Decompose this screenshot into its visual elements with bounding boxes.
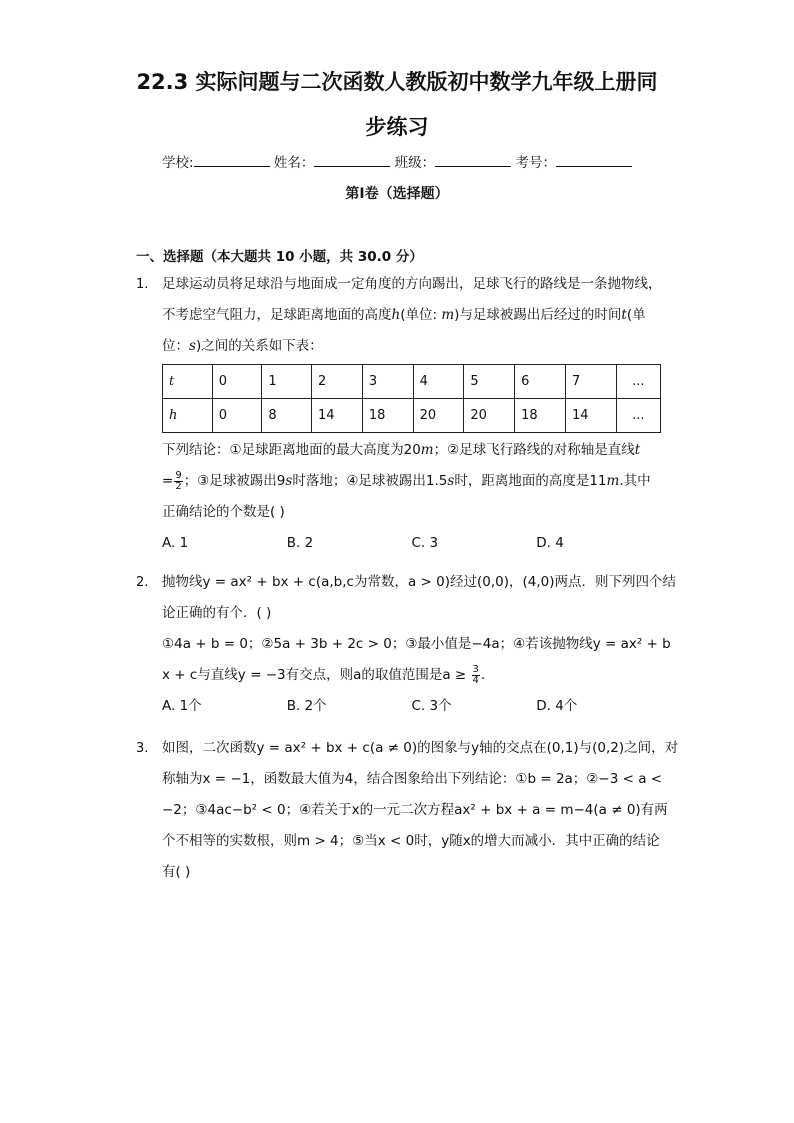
student-info-line <box>162 151 632 171</box>
table-row <box>163 399 661 433</box>
question-number: 2. <box>136 575 149 590</box>
table-cell: 0 <box>212 399 262 433</box>
option-a[interactable]: A. 1个 <box>162 698 202 714</box>
table-cell: ... <box>616 365 660 399</box>
question-text: ①4a + b = 0；②5a + 3b + 2c > 0；③最小值是−4a；④若该抛物线y = ax² + b <box>162 636 671 652</box>
answer-options <box>162 528 661 559</box>
question-text: = $\frac{9}{2}$ ；③足球被踢出9s时落地；④足球被踢出1.5s时，距离地面的高度是11m.其中 <box>162 469 651 492</box>
question-text: 位：s)之间的关系如下表： <box>162 338 323 354</box>
question-text: 称轴为x = −1，函数最大值为4，结合图象给出下列结论：①b = 2a；②−3 < a < <box>162 771 663 787</box>
option-c[interactable]: C. 3个 <box>411 698 452 714</box>
table-cell: 7 <box>565 365 616 399</box>
question-text: 有( ) <box>162 864 191 880</box>
question-text: 下列结论：①足球距离地面的最大高度为20m；②足球飞行路线的对称轴是直线t <box>162 442 641 458</box>
school-label: 学校: <box>162 155 194 171</box>
table-cell: ... <box>616 399 660 433</box>
table-cell: 4 <box>413 365 464 399</box>
question-text: 抛物线y = ax² + bx + c(a,b,c为常数，a > 0)经过(0,0)，(4,0)两点．则下列四个结 <box>162 574 676 590</box>
table-cell: t <box>163 365 213 399</box>
page-title-line1: 22.3 实际问题与二次函数人教版初中数学九年级上册同 <box>136 70 658 94</box>
question-text: −2；③4ac−b² < 0；④若关于x的一元二次方程ax² + bx + a = m−4(a ≠ 0)有两 <box>162 802 668 818</box>
table-cell: 1 <box>262 365 312 399</box>
table-cell: 18 <box>515 399 566 433</box>
question-1 <box>136 269 661 559</box>
section-heading: 一、选择题（本大题共 10 小题，共 30.0 分） <box>136 249 423 265</box>
question-2 <box>136 567 676 722</box>
option-c[interactable]: C. 3 <box>411 535 439 551</box>
question-number: 1. <box>136 277 149 292</box>
table-cell: 2 <box>312 365 363 399</box>
table-cell: 8 <box>262 399 312 433</box>
class-blank <box>435 154 511 167</box>
class-label: 班级： <box>394 155 436 171</box>
table-cell: h <box>163 399 213 433</box>
table-cell: 20 <box>413 399 464 433</box>
question-text: 如图，二次函数y = ax² + bx + c(a ≠ 0)的图象与y轴的交点在(0,1)与(0,2)之间，对 <box>162 740 679 756</box>
question-3 <box>136 733 679 888</box>
table-cell: 14 <box>312 399 363 433</box>
question-number: 3. <box>136 741 149 756</box>
name-blank <box>314 154 390 167</box>
fraction: $\frac{3}{4}$ <box>472 663 479 686</box>
table-cell: 3 <box>362 365 413 399</box>
question-text: 论正确的有个．( ) <box>162 605 272 621</box>
question-text: 个不相等的实数根，则m > 4；⑤当x < 0时，y随x的增大而减小．其中正确的结论 <box>162 833 660 849</box>
number-label: 考号： <box>515 155 556 171</box>
option-b[interactable]: B. 2个 <box>286 698 327 714</box>
table-cell: 5 <box>464 365 515 399</box>
table-cell: 0 <box>212 365 262 399</box>
question-text: 足球运动员将足球沿与地面成一定角度的方向踢出，足球飞行的路线是一条抛物线， <box>162 276 662 292</box>
question-text: 正确结论的个数是( ) <box>162 504 285 520</box>
question-text: 不考虑空气阻力，足球距离地面的高度h(单位: m)与足球被踢出后经过的时间t(单 <box>162 307 646 323</box>
option-d[interactable]: D. 4个 <box>536 698 578 714</box>
number-blank <box>556 154 632 167</box>
option-d[interactable]: D. 4 <box>536 535 564 551</box>
fraction: $\frac{9}{2}$ <box>175 469 182 492</box>
question-text: x + c与直线y = −3有交点，则a的取值范围是a ≥ $\frac{3}{4}$ . <box>162 663 486 686</box>
table-cell: 6 <box>515 365 566 399</box>
table-cell: 14 <box>565 399 616 433</box>
table-cell: 18 <box>362 399 413 433</box>
volume-heading: 第I卷（选择题） <box>345 186 449 202</box>
answer-options <box>162 691 661 722</box>
name-label: 姓名： <box>273 155 315 171</box>
option-b[interactable]: B. 2 <box>286 535 314 551</box>
school-blank <box>194 154 270 167</box>
table-row <box>163 365 661 399</box>
page-title-line2: 步练习 <box>365 115 429 139</box>
table-cell: 20 <box>464 399 515 433</box>
option-a[interactable]: A. 1 <box>162 535 189 551</box>
data-table <box>162 364 661 433</box>
